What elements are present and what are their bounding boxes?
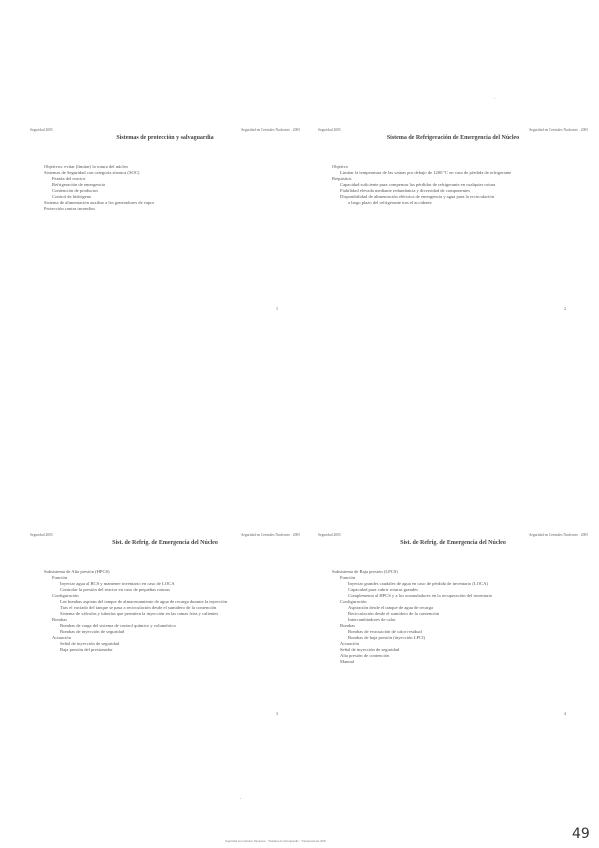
slide-page-number: 2 (564, 306, 566, 311)
bullet-item: • Bombas (332, 623, 582, 629)
bullet-item: ◦ Intercambiadores de calor (332, 617, 582, 623)
bullet-item: ◦ a largo plazo del refrigerante tras el accidente (332, 200, 582, 206)
bullet-item: ◦ Controlar la presión del reactor en caso de pequeñas roturas (44, 587, 294, 593)
slide-title: Sistemas de protección y salvaguardia (116, 135, 214, 141)
bullet-item: • Subsistema de Baja presión (LPCS) (332, 569, 582, 575)
bullet-item: ◦ Sistema de válvulas y tuberías que permiten la inyección en las ramas frías y calientes (44, 611, 294, 617)
bullet-item: • Contención de productos (44, 188, 294, 194)
bullet-item: – Alta presión de contención (332, 653, 582, 659)
bullet-item: • Objetivo (332, 164, 582, 170)
header-left: Seguridad 2005 (30, 533, 53, 537)
bullet-item: • Objetivos: evitar (limitar) la rotura del núcleo (44, 164, 294, 170)
slide-4 (318, 533, 588, 733)
bullet-item: • Función (44, 575, 294, 581)
bullet-item: • Refrigeración de emergencia (44, 182, 294, 188)
header-right: Seguridad en Centrales Nucleares · 2005 (241, 533, 300, 537)
stray-mark: . (494, 96, 496, 101)
slide-page-number: 1 (276, 306, 278, 311)
slide-3 (30, 533, 300, 733)
bullet-item: ◦ Las bombas aspiran del tanque de almacenamiento de agua de recarga durante la inyección (44, 599, 294, 605)
bullet-item: • Requisitos (332, 176, 582, 182)
page-footer: Seguridad en Centrales Nucleares · Sistemas de Salvaguardia · Transparencias 2005 (225, 839, 326, 843)
bullet-item: • Configuración (44, 593, 294, 599)
bullet-item: ◦ Complementa al HPCS y a los acumuladores en la recuperación del inventario (332, 593, 582, 599)
bullet-item: ◦ Señal de inyección de seguridad (44, 641, 294, 647)
slide-1 (30, 128, 300, 328)
bullet-item: ◦ Inyectar agua al RCS y mantener inventario en caso de LOCA (44, 581, 294, 587)
header-left: Seguridad 2005 (318, 533, 341, 537)
bullet-list (332, 569, 582, 665)
bullet-list (332, 164, 582, 206)
bullet-item: ◦ Bombas de baja presión (inyección LPCI) (332, 635, 582, 641)
bullet-item: ◦ Capacidad para cubrir roturas grandes (332, 587, 582, 593)
bullet-item: • Sistema de alimentación auxiliar a los generadores de vapor (44, 200, 294, 206)
handwritten-page-number: 49 (572, 826, 590, 842)
bullet-item: • Configuración (332, 599, 582, 605)
slide-title: Sist. de Refrig. de Emergencia del Núcleo (112, 540, 218, 546)
slide-page-number: 4 (564, 711, 566, 716)
bullet-item: • Bombas (44, 617, 294, 623)
bullet-list (44, 164, 294, 212)
bullet-item: ◦ Recirculación desde el sumidero de la contención (332, 611, 582, 617)
stray-mark: . (240, 796, 242, 801)
bullet-item: • Protección contra incendios (44, 206, 294, 212)
slide-title: Sist. de Refrig. de Emergencia del Núcleo (400, 540, 506, 546)
header-right: Seguridad en Centrales Nucleares · 2005 (529, 128, 588, 132)
bullet-item: • Disponibilidad de alimentación eléctrica de emergencia y agua para la recirculación (332, 194, 582, 200)
header-right: Seguridad en Centrales Nucleares · 2005 (241, 128, 300, 132)
bullet-item: ◦ Baja presión del presionador (44, 647, 294, 653)
bullet-item: • Actuación (332, 641, 582, 647)
bullet-item: • Función (332, 575, 582, 581)
bullet-item: • Subsistema de Alta presión (HPCS) (44, 569, 294, 575)
header-right: Seguridad en Centrales Nucleares · 2005 (529, 533, 588, 537)
bullet-item: ◦ Bombas de evacuación de calor residual (332, 629, 582, 635)
header-left: Seguridad 2005 (318, 128, 341, 132)
bullet-item: • Limitar la temperatura de las vainas por debajo de 1200 ºC en caso de pérdida de refrigerante (332, 170, 582, 176)
bullet-item: • Sistemas de Seguridad con categoría sísmica (SOC) (44, 170, 294, 176)
bullet-item: ◦ Bombas de carga del sistema de control químico y volumétrico (44, 623, 294, 629)
bullet-item: • Actuación (44, 635, 294, 641)
bullet-item: ◦ Bombas de inyección de seguridad (44, 629, 294, 635)
slide-title: Sistema de Refrigeración de Emergencia del Núcleo (386, 135, 520, 141)
bullet-item: • Control de hidrógeno (44, 194, 294, 200)
bullet-item: ◦ Aspiración desde el tanque de agua de recarga (332, 605, 582, 611)
bullet-list (44, 569, 294, 653)
bullet-item: ◦ Inyectar grandes caudales de agua en caso de pérdida de inventario (LOCA) (332, 581, 582, 587)
slide-2 (318, 128, 588, 328)
bullet-item: • Fiabilidad elevada mediante redundancia y diversidad de componentes (332, 188, 582, 194)
slide-page-number: 3 (276, 711, 278, 716)
bullet-item: – Señal de inyección de seguridad (332, 647, 582, 653)
bullet-item: • Capacidad suficiente para compensar las pérdidas de refrigerante en cualquier rotura (332, 182, 582, 188)
bullet-item: – Manual (332, 659, 582, 665)
bullet-item: ◦ Tras el vaciado del tanque se pasa a recirculación desde el sumidero de la contención (44, 605, 294, 611)
bullet-item: • Parada del reactor (44, 176, 294, 182)
header-left: Seguridad 2005 (30, 128, 53, 132)
